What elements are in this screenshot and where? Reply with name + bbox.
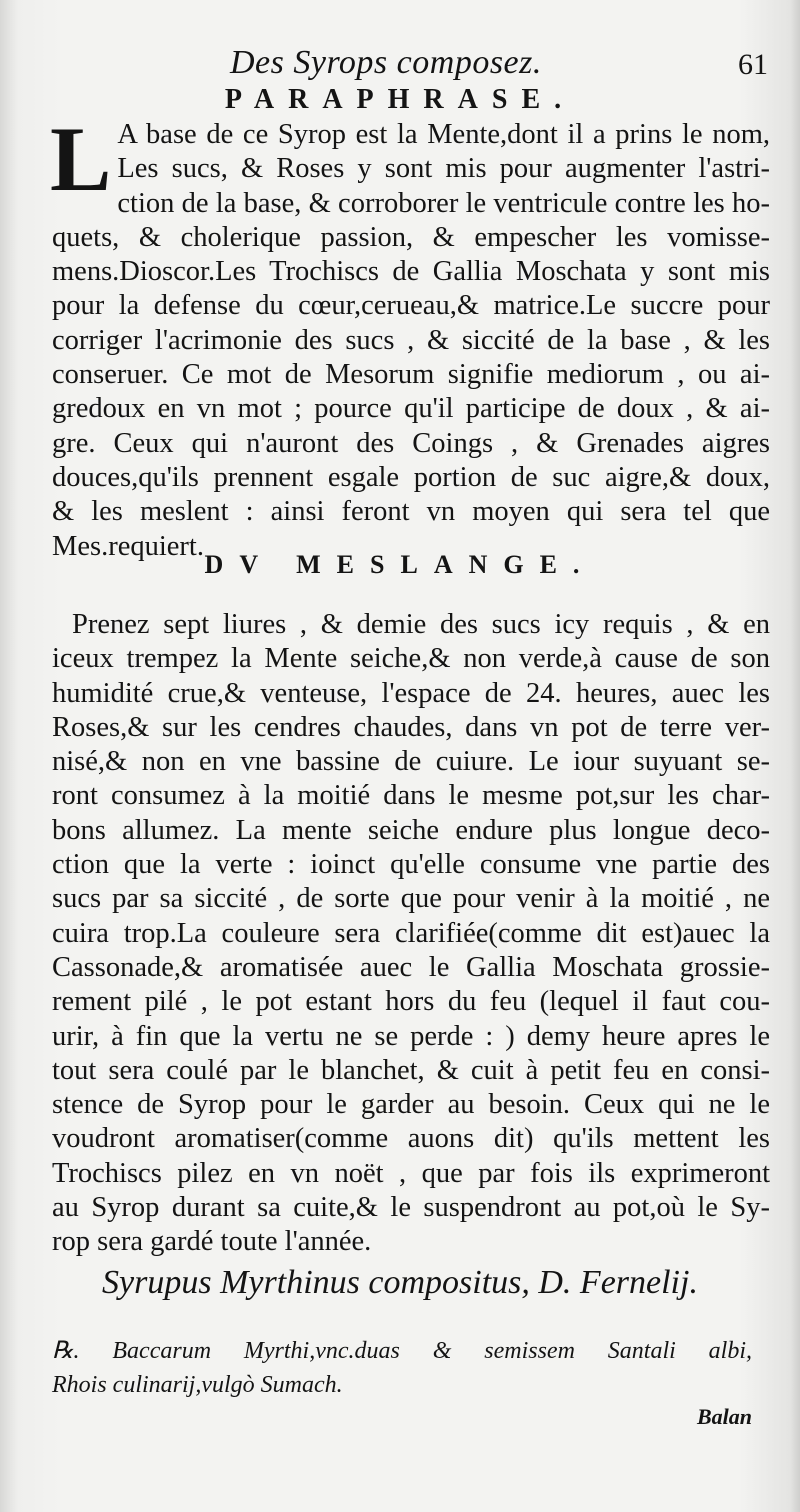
text-line: douces,qu'ils prennent esgale portion de suc aigre,& doux, (52, 461, 770, 493)
text-line: rement pilé , le pot estant hors du feu (lequel il faut cou- (52, 986, 770, 1018)
page-header (0, 40, 800, 90)
catchword: Balan (696, 1404, 752, 1429)
drop-cap: L (50, 108, 112, 210)
text-line: voudront aromatiser(comme auons dit) qu'ils mettent les (52, 1123, 770, 1155)
text-line: Rhois culinarij,vulgò Sumach. (52, 1372, 343, 1398)
text-line: gredoux en vn mot ; pource qu'il participe de doux , & ai- (52, 393, 770, 425)
text-line: ℞. Baccarum Myrthi,vnc.duas & semissem Santali albi, (52, 1338, 752, 1364)
text-line: Cassonade,& aromatisée auec le Gallia Moschata grossie- (52, 951, 770, 983)
text-line: ction que la verte : ioinct qu'elle consume vne partie des (52, 849, 770, 881)
text-line: corriger l'acrimonie des sucs , & siccité de la base , & les (52, 324, 770, 356)
text-line: gre. Ceux qui n'auront des Coings , & Grenades aigres (52, 427, 770, 459)
text-line: Les sucs, & Roses y sont mis pour augmenter l'astri- (117, 153, 770, 185)
recipe-title: Syrupus Myrthinus compositus, D. Fernelij. (102, 1264, 698, 1301)
running-head: Des Syrops composez. (230, 44, 542, 81)
text-line: Trochiscs pilez en vn noët , que par fois ils exprimeront (52, 1157, 770, 1189)
paraphrase-body (50, 108, 770, 564)
text-line: cuira trop.La couleure sera clarifiée(comme dit est)auec la (52, 917, 770, 949)
text-line: humidité crue,& venteuse, l'espace de 24. heures, auec les (52, 677, 770, 709)
text-line: urir, à fin que la vertu ne se perde : ) demy heure apres le (52, 1020, 770, 1052)
meslange-body (52, 608, 770, 1260)
text-line: bons allumez. La mente seiche endure plus longue deco- (52, 814, 770, 846)
text-line: quets, & cholerique passion, & empescher les vomisse- (52, 221, 770, 253)
text-line: au Syrop durant sa cuite,& le suspendront au pot,où le Sy- (52, 1192, 770, 1224)
text-line: conseruer. Ce mot de Mesorum signifie mediorum , ou ai- (52, 359, 770, 391)
text-line: Mes.requiert. (52, 530, 204, 562)
text-line: & les meslent : ainsi feront vn moyen qui sera tel que (52, 496, 770, 528)
meslange-heading: DV MESLANGE. (204, 550, 596, 579)
text-line: A base de ce Syrop est la Mente,dont il a prins le nom, (117, 119, 770, 150)
page-number: 61 (738, 48, 768, 81)
text-line: tout sera coulé par le blanchet, & cuit à petit feu en consi- (52, 1054, 770, 1086)
text-line: ront consumez à la moitié dans le mesme pot,sur les char- (52, 780, 770, 812)
text-line: mens.Dioscor.Les Trochiscs de Gallia Moschata y sont mis (52, 256, 770, 288)
paraphrase-heading: PARAPHRASE. (224, 84, 576, 115)
text-line: rop sera gardé toute l'année. (52, 1226, 372, 1258)
text-line: iceux trempez la Mente seiche,& non verde,à cause de son (52, 643, 770, 675)
text-line: Roses,& sur les cendres chaudes, dans vn pot de terre ver- (52, 711, 770, 743)
text-line: Prenez sept liures , & demie des sucs icy requis , & en (72, 609, 770, 640)
text-line: nisé,& non en vne bassine de cuiure. Le iour suyuant se- (52, 746, 770, 778)
recipe-body (52, 1334, 752, 1402)
text-line: ction de la base, & corroborer le ventricule contre les ho- (117, 187, 770, 219)
text-line: stence de Syrop pour le garder au besoin. Ceux qui ne le (52, 1089, 770, 1121)
text-line: sucs par sa siccité , de sorte que pour venir à la moitié , ne (52, 883, 770, 915)
text-line: pour la defense du cœur,cerueau,& matrice.Le succre pour (52, 290, 770, 322)
